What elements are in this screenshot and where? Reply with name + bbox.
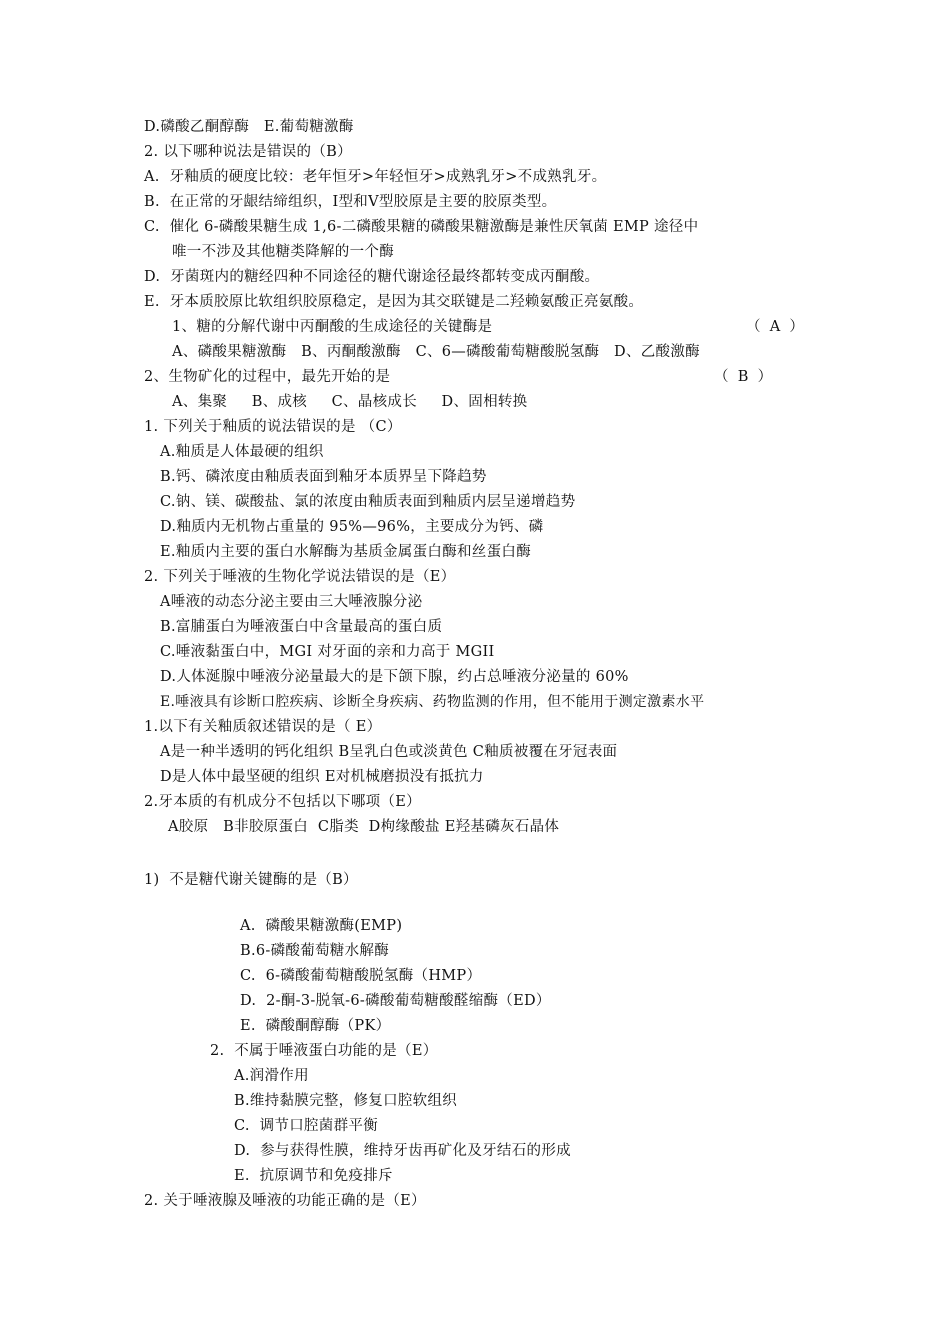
option-line: C. 催化 6-磷酸果糖生成 1,6-二磷酸果糖的磷酸果糖激酶是兼性厌氧菌 EMP 途径中 bbox=[144, 219, 699, 235]
option-line: E. 抗原调节和免疫排斥 bbox=[234, 1168, 393, 1184]
question-heading: 2.牙本质的有机成分不包括以下哪项（E） bbox=[144, 794, 421, 810]
option-line: A.釉质是人体最硬的组织 bbox=[160, 444, 324, 460]
option-line: A. 牙釉质的硬度比较：老年恒牙>年轻恒牙>成熟乳牙>不成熟乳牙。 bbox=[144, 169, 607, 185]
option-line: B.富脯蛋白为唾液蛋白中含量最高的蛋白质 bbox=[160, 619, 443, 635]
option-line: A、集聚 B、成核 C、晶核成长 D、固相转换 bbox=[172, 394, 528, 410]
option-line: D.釉质内无机物占重量的 95%—96%，主要成分为钙、磷 bbox=[160, 519, 544, 535]
option-line: C.钠、镁、碳酸盐、氯的浓度由釉质表面到釉质内层呈递增趋势 bbox=[160, 494, 576, 510]
answer-bracket: （ B ） bbox=[714, 369, 773, 385]
option-line: A是一种半透明的钙化组织 B呈乳白色或淡黄色 C釉质被覆在牙冠表面 bbox=[160, 744, 618, 760]
text-line: D.磷酸乙酮醇酶 E.葡萄糖激酶 bbox=[144, 119, 354, 135]
option-line: B.维持黏膜完整，修复口腔软组织 bbox=[234, 1093, 458, 1109]
question-heading: 2. 下列关于唾液的生物化学说法错误的是（E） bbox=[144, 569, 456, 585]
question-heading: 2、生物矿化的过程中，最先开始的是 bbox=[144, 369, 391, 385]
option-line: D. 参与获得性膜，维持牙齿再矿化及牙结石的形成 bbox=[234, 1143, 571, 1159]
question-heading: 2. 关于唾液腺及唾液的功能正确的是（E） bbox=[144, 1193, 426, 1209]
question-heading: 1.以下有关釉质叙述错误的是（ E） bbox=[144, 719, 382, 735]
option-line: A、磷酸果糖激酶 B、丙酮酸激酶 C、6—磷酸葡萄糖酸脱氢酶 D、乙酸激酶 bbox=[172, 344, 700, 360]
option-line: A. 磷酸果糖激酶(EMP) bbox=[240, 918, 403, 934]
question-heading: 2. 以下哪种说法是错误的（B） bbox=[144, 144, 352, 160]
question-heading: 1、糖的分解代谢中丙酮酸的生成途径的关键酶是 bbox=[172, 319, 493, 335]
option-line: E. 磷酸酮醇酶（PK） bbox=[240, 1018, 391, 1034]
question-heading: 1. 下列关于釉质的说法错误的是 （C） bbox=[144, 419, 402, 435]
option-line: D. 2-酮-3-脱氧-6-磷酸葡萄糖酸醛缩酶（ED） bbox=[240, 993, 551, 1009]
option-line: A唾液的动态分泌主要由三大唾液腺分泌 bbox=[160, 594, 423, 610]
option-line: A.润滑作用 bbox=[234, 1068, 309, 1084]
answer-bracket: （ A ） bbox=[746, 319, 804, 335]
option-line: D.人体涎腺中唾液分泌量最大的是下颌下腺，约占总唾液分泌量的 60% bbox=[160, 669, 629, 685]
option-line: A胶原 B非胶原蛋白 C脂类 D枸缘酸盐 E羟基磷灰石晶体 bbox=[168, 819, 560, 835]
option-line: C. 6-磷酸葡萄糖酸脱氢酶（HMP） bbox=[240, 968, 482, 984]
option-line-continued: 唯一不涉及其他糖类降解的一个酶 bbox=[172, 244, 394, 260]
question-heading: 1) 不是糖代谢关键酶的是（B） bbox=[144, 872, 358, 888]
option-line: C.唾液黏蛋白中，MGI 对牙面的亲和力高于 MGII bbox=[160, 644, 495, 660]
option-line: B. 在正常的牙龈结缔组织，Ⅰ型和Ⅴ型胶原是主要的胶原类型。 bbox=[144, 194, 557, 210]
option-line: E.釉质内主要的蛋白水解酶为基质金属蛋白酶和丝蛋白酶 bbox=[160, 544, 531, 560]
question-heading: 2. 不属于唾液蛋白功能的是（E） bbox=[210, 1043, 438, 1059]
option-line: E. 牙本质胶原比软组织胶原稳定，是因为其交联键是二羟赖氨酸正亮氨酸。 bbox=[144, 294, 644, 310]
option-line: B.钙、磷浓度由釉质表面到釉牙本质界呈下降趋势 bbox=[160, 469, 487, 485]
option-line: D是人体中最坚硬的组织 E对机械磨损没有抵抗力 bbox=[160, 769, 484, 785]
option-line: D. 牙菌斑内的糖经四种不同途径的糖代谢途径最终都转变成丙酮酸。 bbox=[144, 269, 600, 285]
option-line: C. 调节口腔菌群平衡 bbox=[234, 1118, 379, 1134]
option-line: B.6-磷酸葡萄糖水解酶 bbox=[240, 943, 389, 959]
option-line: E.唾液具有诊断口腔疾病、诊断全身疾病、药物监测的作用，但不能用于测定激素水平 bbox=[160, 694, 705, 710]
